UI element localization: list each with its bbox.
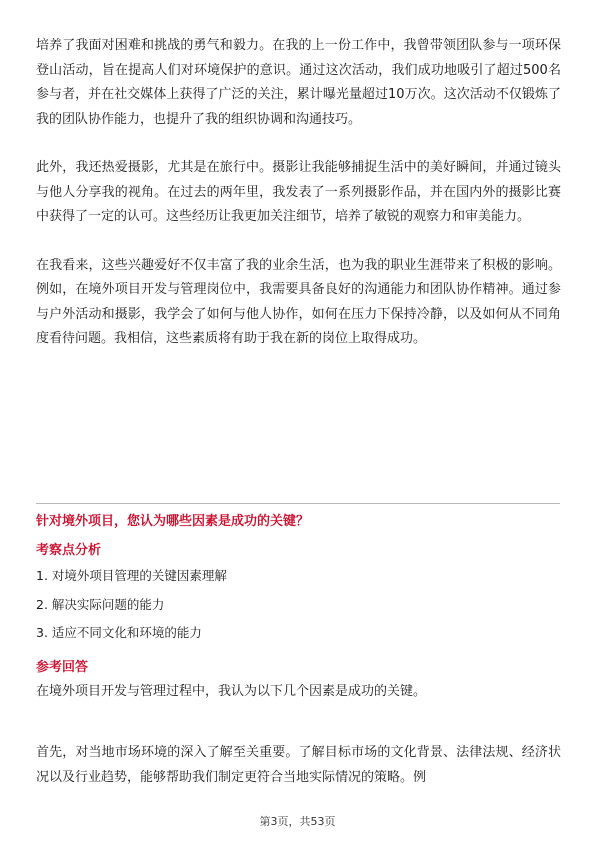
answer-first: 首先，对当地市场环境的深入了解至关重要。了解目标市场的文化背景、法律法规、经济状况以及行业趋势，能够帮助我们制定更符合当地实际情况的策略。例 xyxy=(36,745,561,785)
analysis-item-1: 1. 对境外项目管理的关键因素理解 xyxy=(36,568,227,583)
answer-heading: 参考回答 xyxy=(36,660,89,675)
section-divider xyxy=(36,503,560,504)
paragraph-2: 此外，我还热爱摄影，尤其是在旅行中。摄影让我能够捕捉生活中的美好瞬间，并通过镜头与他人分享我的视角。在过去的两年里，我发表了一系列摄影作品，并在国内外的摄影比赛中获得了一定的认可。这些经历让我更加关注细节，培养了敏锐的观察力和审美能力。 xyxy=(36,160,561,224)
analysis-item-3: 3. 适应不同文化和环境的能力 xyxy=(36,625,202,640)
page-footer: 第3页，共53页 xyxy=(259,815,336,828)
answer-intro: 在境外项目开发与管理过程中，我认为以下几个因素是成功的关键。 xyxy=(36,684,427,699)
paragraph-3: 在我看来，这些兴趣爱好不仅丰富了我的业余生活，也为我的职业生涯带来了积极的影响。例如，在境外项目开发与管理岗位中，我需要具备良好的沟通能力和团队协作精神。通过参与户外活动和摄影，我学会了如何与他人协作，如何在压力下保持冷静，以及如何从不同角度看待问题。我相信，这些素质将有助于我在新的岗位上取得成功。 xyxy=(36,257,561,346)
analysis-heading: 考察点分析 xyxy=(36,543,102,558)
question-heading: 针对境外项目，您认为哪些因素是成功的关键？ xyxy=(36,514,310,529)
analysis-item-2: 2. 解决实际问题的能力 xyxy=(36,597,165,612)
paragraph-1: 培养了我面对困难和挑战的勇气和毅力。在我的上一份工作中，我曾带领团队参与一项环保登山活动，旨在提高人们对环境保护的意识。通过这次活动，我们成功地吸引了超过500名参与者，并在社交媒体上获得了广泛的关注，累计曝光量超过10万次。这次活动不仅锻炼了我的团队协作能力，也提升了我的组织协调和沟通技巧。 xyxy=(36,38,561,127)
body-text xyxy=(36,34,561,352)
